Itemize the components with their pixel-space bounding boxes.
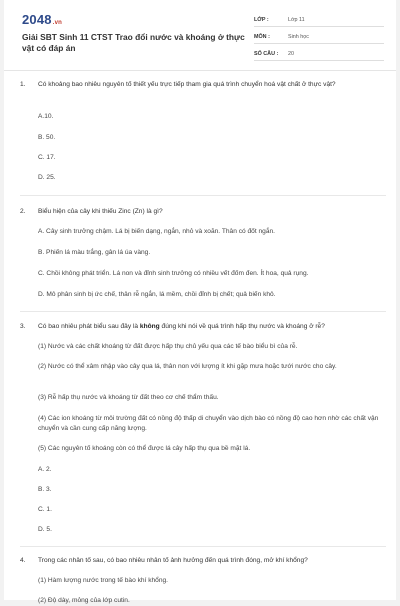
meta-row-count (254, 47, 384, 61)
logo-text: 2048 (22, 12, 52, 27)
question-text (38, 322, 386, 332)
question-number: 2. (20, 208, 26, 215)
document-header (4, 0, 396, 70)
meta-label: MÔN : (254, 33, 270, 40)
site-logo[interactable] (22, 12, 62, 27)
question-text-part: đúng khi nói về quá trình hấp thụ nước và khoáng ở rễ? (159, 323, 325, 330)
statement: (2) Nước có thể xâm nhập vào cây qua lá, thân non với lượng ít khi gặp mưa hoặc tưới nước cho cây. (38, 363, 337, 370)
statement: (2) Độ dày, mỏng của lớp cutin. (38, 597, 130, 604)
answer-option[interactable]: D. Mô phân sinh bị ức chế, thân rễ ngắn, lá mềm, chồi đỉnh bị chết; quả biến khô. (38, 291, 276, 298)
question-number: 4. (20, 557, 26, 564)
answer-option[interactable]: D. 5. (38, 526, 52, 533)
meta-value: Lớp 11 (288, 16, 305, 23)
question-2 (20, 207, 386, 217)
document-title: Giải SBT Sinh 11 CTST Trao đổi nước và khoáng ở thực vật có đáp án (22, 32, 245, 53)
answer-option[interactable]: C. 1. (38, 506, 52, 513)
question-divider (20, 546, 386, 547)
statement: (1) Hàm lượng nước trong tế bào khí khổng. (38, 577, 168, 584)
meta-row-class (254, 13, 384, 27)
meta-value: Sinh học (288, 33, 309, 40)
statement: (4) Các ion khoáng từ môi trường đất có nồng độ thấp di chuyển vào dịch bào có nồng độ cao hơn nhờ các chất vận chuyển và cần cung cấp năng lượng. (38, 415, 379, 432)
question-3 (20, 322, 386, 332)
answer-option[interactable]: A. 2. (38, 466, 52, 473)
answer-option[interactable]: B. Phiến lá màu trắng, gân lá úa vàng. (38, 249, 151, 256)
header-divider (4, 70, 396, 71)
worksheet-page (4, 0, 396, 604)
question-text: Biểu hiện của cây khi thiếu Zinc (Zn) là gì? (38, 208, 163, 215)
document-meta (254, 13, 384, 64)
question-stem (20, 322, 386, 332)
meta-label: LỚP : (254, 16, 269, 23)
question-keyword: không (139, 323, 160, 330)
question-number: 1. (20, 81, 26, 88)
meta-row-subject (254, 30, 384, 44)
answer-option[interactable]: A. Cây sinh trưởng chậm. Lá bị biến dạng, ngắn, nhỏ và xoăn. Thân có đốt ngắn. (38, 228, 275, 235)
answer-option[interactable]: C. Chồi không phát triển. Lá non và đỉnh sinh trưởng có nhiều vết đốm đen. Ít hoa, quả rụng. (38, 270, 309, 277)
question-stem (20, 207, 386, 217)
question-stem (20, 80, 386, 90)
answer-option[interactable]: C. 17. (38, 154, 56, 161)
logo-suffix: .vn (52, 20, 63, 26)
question-1 (20, 80, 386, 90)
question-text: Có khoảng bao nhiêu nguyên tố thiết yếu trực tiếp tham gia quá trình chuyển hoá vật chất ở thực vật? (38, 81, 336, 88)
question-number: 3. (20, 323, 26, 330)
statement: (3) Rễ hấp thụ nước và khoáng từ đất theo cơ chế thẩm thấu. (38, 394, 219, 401)
question-text: Trong các nhân tố sau, có bao nhiêu nhân tố ảnh hưởng đến quá trình đóng, mở khí khổng? (38, 557, 308, 564)
question-4 (20, 556, 386, 566)
question-divider (20, 195, 386, 196)
answer-option[interactable]: A.10. (38, 113, 54, 120)
answer-option[interactable]: B. 3. (38, 486, 52, 493)
question-divider (20, 311, 386, 312)
meta-value: 20 (288, 50, 294, 57)
question-stem (20, 556, 386, 566)
answer-option[interactable]: D. 25. (38, 174, 56, 181)
statement: (1) Nước và các chất khoáng từ đất được hấp thụ chủ yếu qua các tế bào biểu bì của rễ. (38, 343, 298, 350)
statement: (5) Các nguyên tố khoáng còn có thể được lá cây hấp thụ qua bề mặt lá. (38, 445, 251, 452)
question-text-part: Có bao nhiêu phát biểu sau đây là (38, 323, 140, 330)
meta-label: SỐ CÂU : (254, 50, 279, 57)
answer-option[interactable]: B. 50. (38, 134, 56, 141)
